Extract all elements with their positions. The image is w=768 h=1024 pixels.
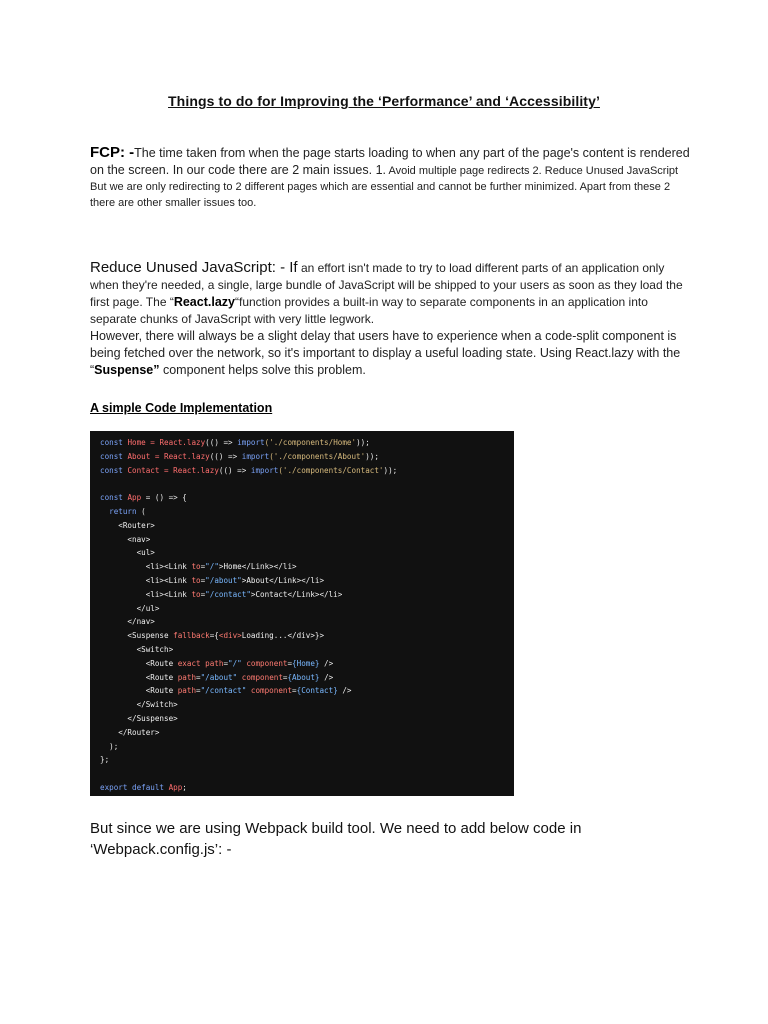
code-token: = xyxy=(196,672,201,682)
unused-js-text-3: However, there will always be a slight delay that users have to experience when a code-split component is being fetched over the network, so it's important to display a useful loading state. Using React.lazy with the “ xyxy=(90,329,681,377)
code-token: (() => xyxy=(218,465,251,475)
code-token: = xyxy=(159,465,174,475)
fcp-text-2: Avoid multiple page redirects 2. Reduce Unused JavaScript xyxy=(386,164,679,177)
code-token: path xyxy=(177,672,197,682)
code-token: "/contact" xyxy=(200,686,247,696)
code-token: React.lazy xyxy=(159,438,206,447)
code-token: <Switch> xyxy=(100,644,174,654)
code-token: to xyxy=(191,589,201,599)
code-token: exact path xyxy=(177,658,224,668)
code-line xyxy=(100,643,514,657)
code-token: Loading...</div>}> xyxy=(241,631,325,641)
unused-js-text-1: an effort isn't made to try to load different parts of an application only when they're needed, a single, large bundle of JavaScript will be shipped to your users as soon as they load the first page. The “ xyxy=(90,261,683,309)
code-token: component xyxy=(241,658,288,668)
code-token: >About</Link></li> xyxy=(241,575,325,585)
code-token: import xyxy=(237,438,265,447)
code-token: to xyxy=(191,562,201,572)
code-token: )); xyxy=(356,438,370,447)
code-token: = xyxy=(145,438,160,447)
code-token: React.lazy xyxy=(164,451,210,461)
code-token: </Switch> xyxy=(100,700,178,710)
code-line xyxy=(100,629,514,643)
code-line xyxy=(100,588,514,602)
code-token: const xyxy=(100,465,128,475)
code-block xyxy=(90,431,514,796)
code-token: <Route xyxy=(100,672,178,682)
page-title: Things to do for Improving the ‘Performance’ and ‘Accessibility’ xyxy=(168,93,600,109)
code-token: = xyxy=(200,589,206,599)
code-token: ('./components/About' xyxy=(269,451,366,461)
code-token: <Suspense xyxy=(100,631,174,641)
code-token: {About} xyxy=(287,672,320,682)
unused-js-lead: Reduce Unused JavaScript: - If xyxy=(90,259,298,276)
code-subheading: A simple Code Implementation xyxy=(90,401,273,415)
code-token: </ul> xyxy=(100,603,160,613)
code-token: <Route xyxy=(100,686,178,696)
code-line xyxy=(100,615,514,629)
code-token: /> xyxy=(319,658,334,668)
code-token: path xyxy=(177,686,197,696)
code-token: const xyxy=(100,493,128,503)
code-line xyxy=(100,533,514,547)
suspense-term: Suspense” xyxy=(94,363,160,377)
code-token: = xyxy=(287,658,293,668)
fcp-text-3: But we are only redirecting to 2 different pages which are essential and cannot be further minimized. Apart from these 2 there are other smaller issues too. xyxy=(90,181,671,209)
code-token: import xyxy=(250,465,279,475)
code-token: to xyxy=(191,575,201,585)
code-token: "/about" xyxy=(200,672,238,682)
code-line xyxy=(100,726,514,740)
code-line xyxy=(100,560,514,574)
code-token: ( xyxy=(136,506,146,516)
code-token: <ul> xyxy=(100,548,155,558)
code-token: "/about" xyxy=(205,575,242,585)
code-token: ={ xyxy=(209,631,219,641)
code-line xyxy=(100,450,514,464)
code-line xyxy=(100,574,514,588)
code-line xyxy=(100,505,514,519)
code-token: return xyxy=(100,506,137,516)
code-token: = xyxy=(200,575,206,585)
code-line xyxy=(100,671,514,685)
code-token: const xyxy=(100,438,128,447)
code-line xyxy=(100,602,514,616)
code-line xyxy=(100,464,514,478)
code-line xyxy=(100,740,514,754)
code-token: <li><Link xyxy=(100,589,192,599)
code-token: }; xyxy=(100,755,110,765)
code-token: >Home</Link></li> xyxy=(218,562,297,572)
code-line xyxy=(100,753,514,767)
code-token: <Router> xyxy=(100,520,155,530)
code-token: = () => { xyxy=(141,493,187,503)
code-token: App xyxy=(168,782,183,792)
react-lazy-term: React.lazy xyxy=(173,295,235,309)
code-token: </Router> xyxy=(100,727,160,737)
code-token: /> xyxy=(337,686,352,696)
code-token: const xyxy=(100,451,128,461)
code-token: About xyxy=(127,451,151,461)
code-token: <div> xyxy=(218,631,242,641)
code-token: </nav> xyxy=(100,617,155,627)
code-token: /> xyxy=(319,672,334,682)
code-token: </Suspense> xyxy=(100,713,178,723)
code-line xyxy=(100,684,514,698)
code-token: ('./components/Home' xyxy=(264,438,357,447)
code-token: (() => xyxy=(205,438,238,447)
code-line xyxy=(100,698,514,712)
code-token: <li><Link xyxy=(100,562,192,572)
code-token: = xyxy=(200,562,206,572)
code-token: (() => xyxy=(209,451,242,461)
fcp-text-1: The time taken from when the page starts loading to when any part of the page's content is rendered on the screen. In our code there are 2 main issues. 1. xyxy=(90,146,690,177)
unused-js-text-4: component helps solve this problem. xyxy=(159,363,366,377)
code-token: {Contact} xyxy=(296,686,338,696)
code-line xyxy=(100,657,514,671)
code-line xyxy=(100,546,514,560)
code-token: = xyxy=(282,672,288,682)
code-token: Home xyxy=(127,438,146,447)
fcp-section xyxy=(90,145,690,211)
code-token: "/contact" xyxy=(205,589,251,599)
webpack-paragraph: But since we are using Webpack build tool. We need to add below code in ‘Webpack.config.js’: - xyxy=(90,820,582,858)
code-token: = xyxy=(292,686,297,696)
code-token: export default xyxy=(100,782,169,792)
code-token: React.lazy xyxy=(173,465,219,475)
unused-js-section xyxy=(90,259,686,379)
code-token: <Route xyxy=(100,658,178,668)
code-token: <li><Link xyxy=(100,575,192,585)
code-token: ); xyxy=(100,741,119,751)
code-line xyxy=(100,477,514,491)
unused-js-text-2: “function provides a built-in way to separate components in an application into separate chunks of JavaScript with very little legwork. xyxy=(90,295,648,326)
code-token: "/" xyxy=(228,658,242,668)
fcp-label: FCP: - xyxy=(90,144,135,161)
code-token: >Contact</Link></li> xyxy=(250,589,343,599)
code-line xyxy=(100,519,514,533)
code-line xyxy=(100,712,514,726)
code-token: <nav> xyxy=(100,534,151,544)
code-line xyxy=(100,781,514,795)
code-token: = xyxy=(223,658,229,668)
code-token: )); xyxy=(383,465,398,475)
code-token: )); xyxy=(365,451,379,461)
code-line xyxy=(100,436,514,450)
code-line xyxy=(100,767,514,781)
code-token: fallback xyxy=(173,631,210,641)
code-token: = xyxy=(196,686,201,696)
code-token: ; xyxy=(182,782,187,792)
code-token: {Home} xyxy=(292,658,320,668)
code-line xyxy=(100,491,514,505)
code-token: component xyxy=(237,672,283,682)
code-token: App xyxy=(127,493,142,503)
code-token: "/" xyxy=(205,562,219,572)
code-token: Contact xyxy=(127,465,160,475)
code-token: component xyxy=(246,686,293,696)
code-token: ('./components/Contact' xyxy=(278,465,384,475)
code-token: import xyxy=(241,451,270,461)
code-token: = xyxy=(150,451,165,461)
